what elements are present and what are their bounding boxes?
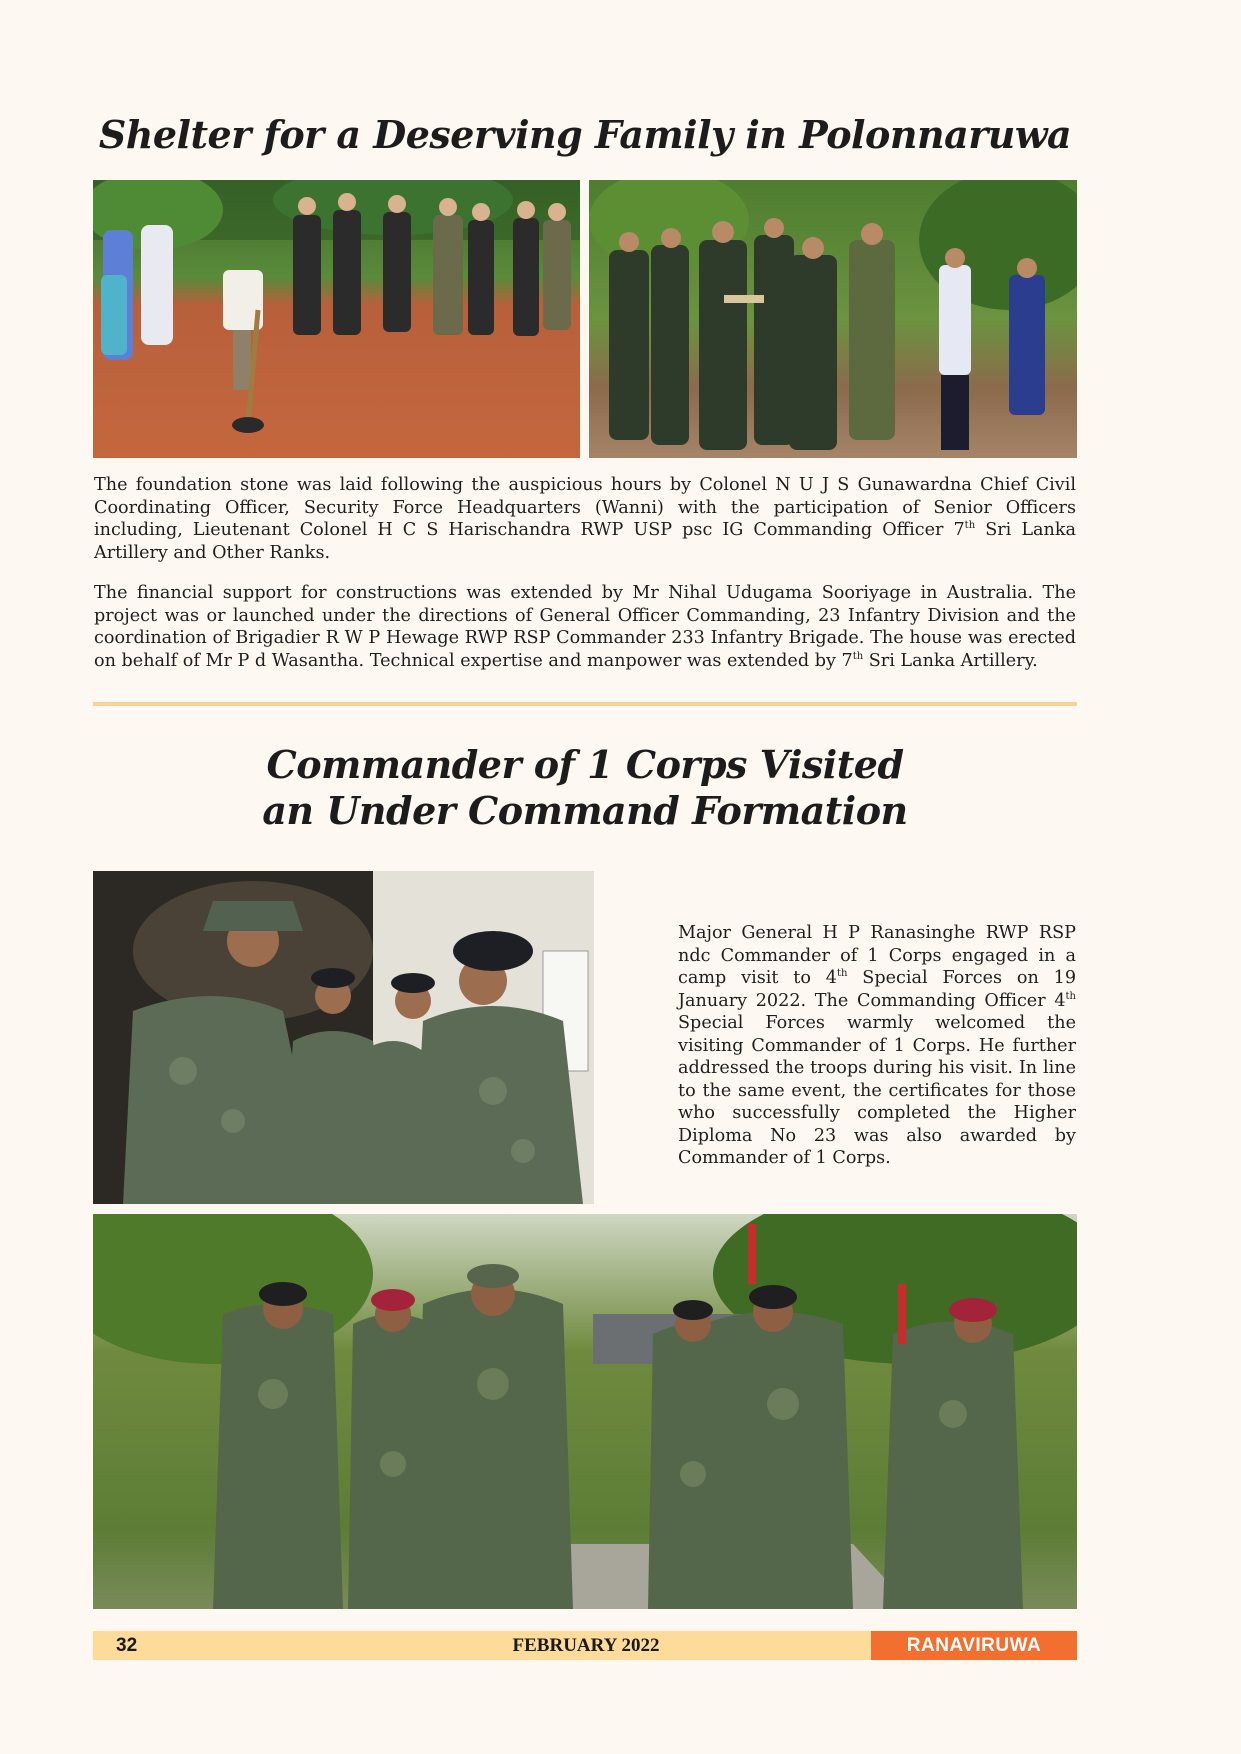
article1-p1-text-end: Sri Lanka Artillery and Other Ranks.	[94, 520, 1076, 563]
article1-title: Shelter for a Deserving Family in Polonnaruwa	[98, 112, 1072, 157]
commander-handshake-photo	[93, 871, 594, 1204]
article2-paragraph	[678, 922, 1076, 1170]
article2-title-line1: Commander of 1 Corps Visited	[266, 742, 904, 787]
article1-paragraph-1	[94, 474, 1076, 564]
issue-date: FEBRUARY 2022	[512, 1635, 660, 1656]
troops-walking-photo	[93, 1214, 1077, 1609]
article2-title	[93, 742, 1077, 834]
ordinal-suffix: th	[836, 968, 848, 980]
section-divider	[93, 702, 1077, 706]
article1-paragraph-2	[94, 582, 1076, 672]
foundation-stone-photo	[93, 180, 580, 458]
article2-title-line2: an Under Command Formation	[262, 788, 908, 833]
page-number: 32	[116, 1635, 138, 1656]
article2-p-text-end: Special Forces warmly welcomed the visiting Commander of 1 Corps. He further addressed the troops during his visit. In line to the same event, the certificates for those who successfully completed the Higher Diploma No 23 was also awarded by Commander of 1 Corps.	[678, 1013, 1076, 1168]
article2-p-text: Major General H P Ranasinghe RWP RSP ndc Commander of 1 Corps engaged in a camp visit to 4	[678, 923, 1076, 988]
senior-officers-photo	[589, 180, 1077, 458]
article1-p1-text: The foundation stone was laid following the auspicious hours by Colonel N U J S Gunawardna Chief Civil Coordinating Officer, Security Force Headquarters (Wanni) with the participation of Senior Officers including, Lieutenant Colonel H C S Harischandra RWP USP psc IG Commanding Officer 7	[94, 475, 1076, 540]
article1-p2-text-end: Sri Lanka Artillery.	[863, 650, 1038, 671]
magazine-name: RANAVIRUWA	[871, 1631, 1077, 1660]
article2-p-text-mid: Special Forces on 19 January 2022. The Commanding Officer 4	[678, 968, 1077, 1011]
ordinal-suffix: th	[964, 520, 976, 532]
ordinal-suffix: th	[1065, 990, 1076, 1002]
ordinal-suffix: th	[852, 650, 864, 662]
article1-p2-text: The financial support for constructions was extended by Mr Nihal Udugama Sooriyage in Australia. The project was or launched under the directions of General Officer Commanding, 23 Infantry Division and the coordination of Brigadier R W P Hewage RWP RSP Commander 233 Infantry Brigade. The house was erected on behalf of Mr P d Wasantha. Technical expertise and manpower was extended by 7	[94, 583, 1076, 671]
